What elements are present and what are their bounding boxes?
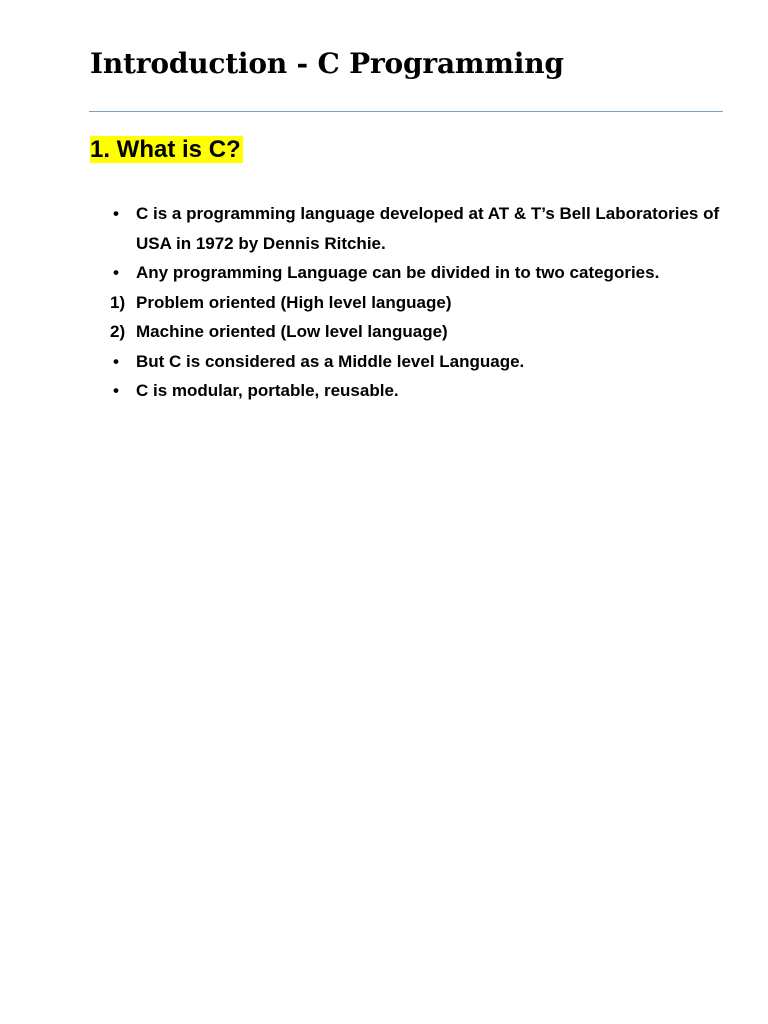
list-item-text: Machine oriented (Low level language) <box>136 322 448 341</box>
bullet-marker: • <box>113 381 119 400</box>
page-title: Introduction - C Programming <box>90 47 564 80</box>
section-heading <box>90 133 243 167</box>
list-item <box>110 376 730 406</box>
section-heading-text: 1. What is C? <box>90 136 241 163</box>
list-item-text: But C is considered as a Middle level Language. <box>136 351 525 371</box>
list-item-text: Problem oriented (High level language) <box>136 292 452 312</box>
content-list <box>110 199 730 406</box>
title-divider <box>89 111 723 112</box>
list-item <box>110 347 730 377</box>
list-item <box>110 258 730 288</box>
list-item-text: C is a programming language developed at AT & T’s Bell Laboratories of USA in 1972 by Dennis Ritchie. <box>136 204 720 253</box>
list-item <box>110 288 730 318</box>
bullet-marker: • <box>113 263 119 282</box>
bullet-marker: • <box>113 204 119 223</box>
list-item <box>110 199 730 258</box>
number-marker: 2) <box>110 322 126 341</box>
list-item <box>110 317 730 347</box>
number-marker: 1) <box>110 292 126 312</box>
list-item-text: C is modular, portable, reusable. <box>136 381 399 400</box>
bullet-marker: • <box>113 351 119 371</box>
list-item-text: Any programming Language can be divided in to two categories. <box>136 263 660 282</box>
